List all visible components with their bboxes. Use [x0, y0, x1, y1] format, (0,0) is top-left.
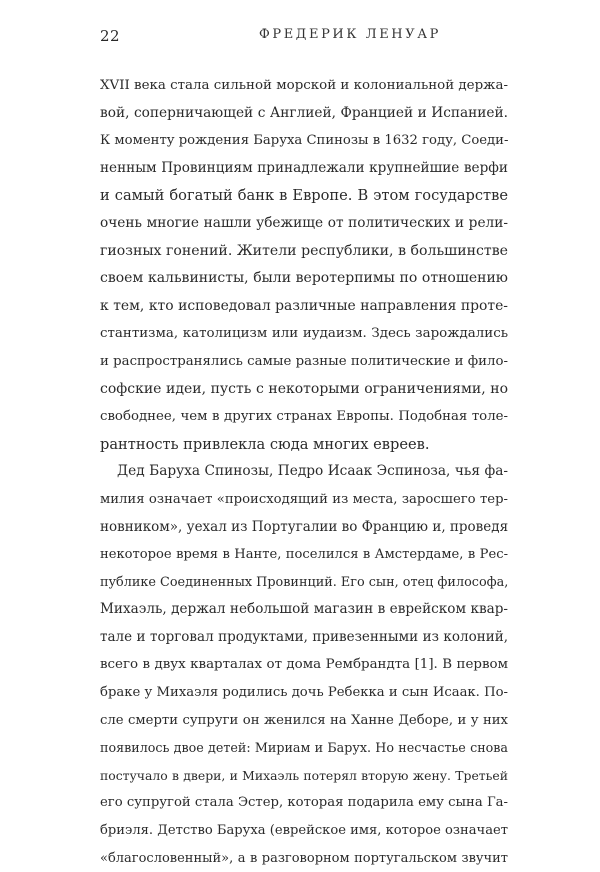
text-line: постучало в двери, и Михаэль потерял вторую жену. Третьей	[100, 767, 508, 783]
text-line: своем кальвинисты, были веротерпимы по отношению	[100, 270, 508, 287]
page-number: 22	[100, 27, 121, 45]
text-line: софские идеи, пусть с некоторыми ограничениями, но	[100, 380, 508, 397]
text-line: XVII века стала сильной морской и колониальной держа-	[100, 78, 508, 93]
text-line: К моменту рождения Баруха Спинозы в 1632 году, Соеди-	[100, 133, 508, 149]
text-line: некоторое время в Нанте, поселился в Амстердаме, в Рес-	[100, 547, 508, 563]
text-line: бриэля. Детство Баруха (еврейское имя, которое означает	[100, 823, 508, 839]
text-line: «благословенный», а в разговорном португальском звучит	[100, 850, 508, 866]
paragraph-1	[100, 72, 508, 458]
text-line: вой, соперничающей с Англией, Францией и Испанией.	[100, 104, 508, 121]
paragraph-2	[100, 458, 508, 872]
text-line: его супругой стала Эстер, которая подарила ему сына Га-	[100, 795, 508, 811]
text-line: гиозных гонений. Жители республики, в большинстве	[100, 242, 508, 259]
text-line: к тем, кто исповедовал различные направления проте-	[100, 297, 508, 314]
text-line: новником», уехал из Португалии во Францию и, проведя	[100, 518, 508, 535]
running-head	[100, 27, 500, 47]
text-line: Дед Баруха Спинозы, Педро Исаак Эспиноза, чья фа-	[117, 463, 508, 480]
text-line: Михаэль, держал небольшой магазин в еврейском квар-	[100, 601, 508, 618]
text-line: всего в двух кварталах от дома Рембрандта [1]. В первом	[100, 657, 508, 673]
text-line: браке у Михаэля родились дочь Ребекка и сын Исаак. По-	[100, 685, 508, 701]
text-line: тале и торговал продуктами, привезенными из колоний,	[100, 628, 508, 645]
text-line: рантность привлекла сюда многих евреев.	[100, 435, 430, 453]
text-line: ненным Провинциям принадлежали крупнейшие верфи	[100, 159, 508, 176]
running-title: ФРЕДЕРИК ЛЕНУАР	[258, 27, 442, 42]
body-text	[100, 72, 508, 872]
text-line: и самый богатый банк в Европе. В этом государстве	[100, 187, 508, 205]
text-line: свободнее, чем в других странах Европы. Подобная толе-	[100, 409, 508, 425]
text-line: очень многие нашли убежище от политических и рели-	[100, 214, 508, 231]
text-line: появилось двое детей: Мириам и Барух. Но несчастье снова	[100, 740, 508, 756]
text-line: милия означает «происходящий из места, заросшего тер-	[100, 491, 508, 507]
text-line: стантизма, католицизм или иудаизм. Здесь зарождались	[100, 326, 508, 342]
text-line: и распространялись самые разные политические и фило-	[100, 353, 508, 369]
text-line: публике Соединенных Провинций. Его сын, отец философа,	[100, 574, 508, 590]
text-line: сле смерти супруги он женился на Ханне Деборе, и у них	[100, 712, 508, 728]
